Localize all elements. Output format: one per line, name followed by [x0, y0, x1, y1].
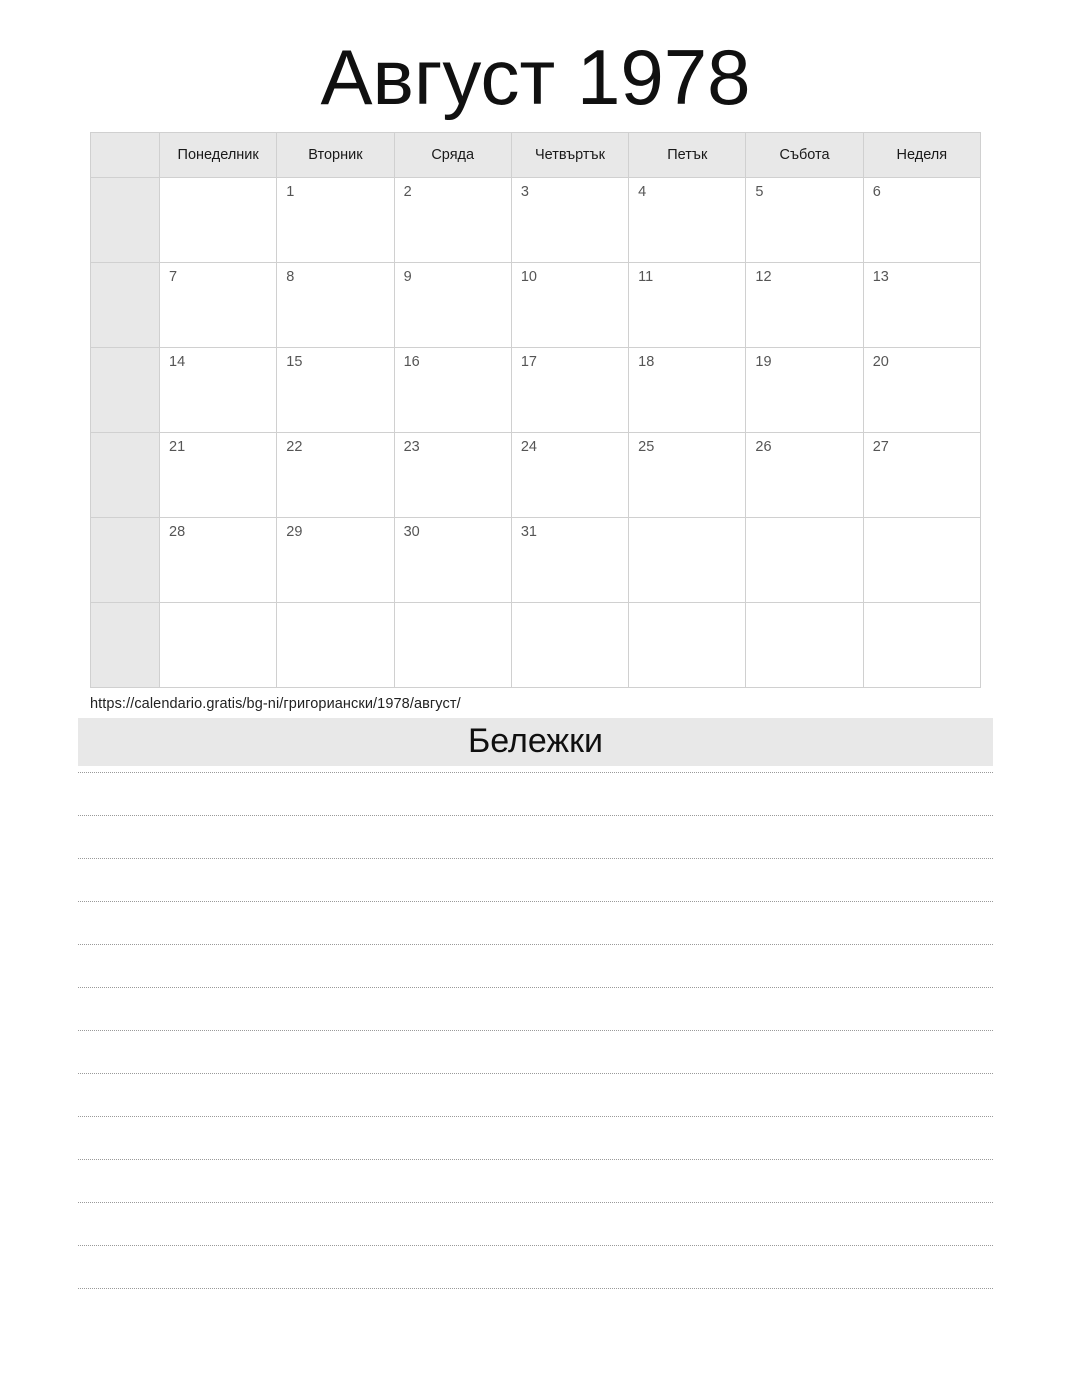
calendar-day-cell[interactable]	[863, 263, 980, 348]
day-number: 30	[403, 524, 420, 540]
day-number: 16	[403, 354, 420, 370]
notes-lines	[78, 766, 993, 1289]
calendar-day-cell[interactable]	[746, 603, 863, 688]
day-number	[629, 518, 745, 525]
note-line[interactable]	[78, 816, 993, 859]
note-line[interactable]	[78, 945, 993, 988]
calendar-day-cell[interactable]	[394, 348, 511, 433]
week-side-cell	[91, 178, 160, 263]
calendar-day-cell[interactable]	[511, 348, 628, 433]
calendar-week-row	[91, 603, 981, 688]
calendar-day-cell[interactable]	[863, 603, 980, 688]
day-number	[160, 178, 276, 185]
note-line[interactable]	[78, 1117, 993, 1160]
calendar-week-row	[91, 518, 981, 603]
note-line[interactable]	[78, 1160, 993, 1203]
day-number: 17	[520, 354, 537, 370]
calendar-day-cell[interactable]	[511, 178, 628, 263]
calendar-day-cell[interactable]	[746, 433, 863, 518]
weekday-header-tuesday: Вторник	[277, 133, 394, 178]
calendar-day-cell[interactable]	[277, 348, 394, 433]
day-number: 18	[638, 354, 655, 370]
calendar-day-cell[interactable]	[277, 603, 394, 688]
day-number: 28	[169, 524, 186, 540]
weekday-header-wednesday: Сряда	[394, 133, 511, 178]
calendar-day-cell[interactable]	[863, 433, 980, 518]
source-url[interactable]: https://calendario.gratis/bg-ni/григориански/1978/август/	[90, 696, 461, 712]
day-number	[277, 603, 393, 610]
week-side-cell	[91, 348, 160, 433]
day-number: 10	[520, 269, 537, 285]
week-side-cell	[91, 518, 160, 603]
day-number: 5	[755, 184, 764, 200]
day-number: 11	[638, 269, 654, 285]
calendar-day-cell[interactable]	[160, 178, 277, 263]
calendar-day-cell[interactable]	[160, 433, 277, 518]
calendar-day-cell[interactable]	[629, 263, 746, 348]
calendar-day-cell[interactable]	[394, 433, 511, 518]
day-number: 8	[286, 269, 295, 285]
day-number: 26	[755, 439, 772, 455]
day-number: 2	[403, 184, 412, 200]
calendar-day-cell[interactable]	[511, 603, 628, 688]
calendar-day-cell[interactable]	[629, 433, 746, 518]
day-number: 25	[638, 439, 655, 455]
weekday-header-friday: Петък	[629, 133, 746, 178]
calendar-day-cell[interactable]	[511, 518, 628, 603]
day-number	[864, 518, 980, 525]
notes-section	[0, 712, 1071, 1289]
week-side-cell	[91, 263, 160, 348]
day-number: 31	[520, 524, 537, 540]
calendar-day-cell[interactable]	[511, 263, 628, 348]
day-number	[395, 603, 511, 610]
calendar-week-row	[91, 433, 981, 518]
day-number: 24	[520, 439, 537, 455]
calendar-day-cell[interactable]	[277, 433, 394, 518]
calendar-day-cell[interactable]	[629, 603, 746, 688]
day-number: 22	[286, 439, 303, 455]
day-number: 7	[169, 269, 178, 285]
page-title: Август 1978	[320, 33, 751, 121]
weekday-header-sunday: Неделя	[863, 133, 980, 178]
calendar-week-row	[91, 178, 981, 263]
calendar-day-cell[interactable]	[160, 348, 277, 433]
calendar-week-row	[91, 348, 981, 433]
calendar-day-cell[interactable]	[863, 178, 980, 263]
weekday-header-thursday: Четвъртък	[511, 133, 628, 178]
calendar-day-cell[interactable]	[746, 348, 863, 433]
day-number: 27	[872, 439, 889, 455]
day-number: 29	[286, 524, 303, 540]
day-number: 9	[403, 269, 412, 285]
calendar-day-cell[interactable]	[160, 603, 277, 688]
day-number: 4	[638, 184, 647, 200]
calendar-day-cell[interactable]	[394, 518, 511, 603]
calendar-day-cell[interactable]	[277, 518, 394, 603]
calendar-day-cell[interactable]	[629, 178, 746, 263]
calendar-day-cell[interactable]	[277, 178, 394, 263]
calendar-day-cell[interactable]	[160, 518, 277, 603]
weekday-header-monday: Понеделник	[160, 133, 277, 178]
day-number	[512, 603, 628, 610]
calendar-head	[91, 133, 981, 178]
week-side-cell	[91, 433, 160, 518]
notes-heading: Бележки	[78, 718, 993, 766]
calendar-day-cell[interactable]	[394, 178, 511, 263]
note-line[interactable]	[78, 1031, 993, 1074]
note-line[interactable]	[78, 772, 993, 816]
day-number: 21	[169, 439, 186, 455]
weekday-header-saturday: Събота	[746, 133, 863, 178]
day-number	[746, 518, 862, 525]
calendar-day-cell[interactable]	[160, 263, 277, 348]
note-line[interactable]	[78, 859, 993, 902]
calendar-week-row	[91, 263, 981, 348]
calendar-table	[90, 132, 981, 688]
week-side-cell	[91, 603, 160, 688]
note-line[interactable]	[78, 1074, 993, 1117]
day-number	[864, 603, 980, 610]
day-number	[746, 603, 862, 610]
calendar-day-cell[interactable]	[394, 263, 511, 348]
note-line[interactable]	[78, 902, 993, 945]
day-number: 23	[403, 439, 420, 455]
calendar-day-cell[interactable]	[746, 518, 863, 603]
calendar-body	[91, 178, 981, 688]
day-number: 3	[520, 184, 529, 200]
day-number: 6	[872, 184, 881, 200]
corner-cell	[91, 133, 160, 178]
calendar-section	[0, 132, 1071, 688]
calendar-day-cell[interactable]	[746, 263, 863, 348]
day-number: 1	[286, 184, 295, 200]
note-line[interactable]	[78, 1203, 993, 1246]
calendar-day-cell[interactable]	[511, 433, 628, 518]
day-number: 20	[872, 354, 889, 370]
calendar-day-cell[interactable]	[629, 348, 746, 433]
day-number: 12	[755, 269, 772, 285]
note-line[interactable]	[78, 1246, 993, 1289]
calendar-day-cell[interactable]	[746, 178, 863, 263]
note-line[interactable]	[78, 988, 993, 1031]
calendar-day-cell[interactable]	[394, 603, 511, 688]
day-number	[160, 603, 276, 610]
day-number: 19	[755, 354, 772, 370]
calendar-day-cell[interactable]	[863, 348, 980, 433]
day-number: 14	[169, 354, 186, 370]
day-number	[629, 603, 745, 610]
calendar-day-cell[interactable]	[277, 263, 394, 348]
calendar-day-cell[interactable]	[863, 518, 980, 603]
calendar-day-cell[interactable]	[629, 518, 746, 603]
weekday-header-row	[91, 133, 981, 178]
day-number: 13	[872, 269, 889, 285]
day-number: 15	[286, 354, 303, 370]
